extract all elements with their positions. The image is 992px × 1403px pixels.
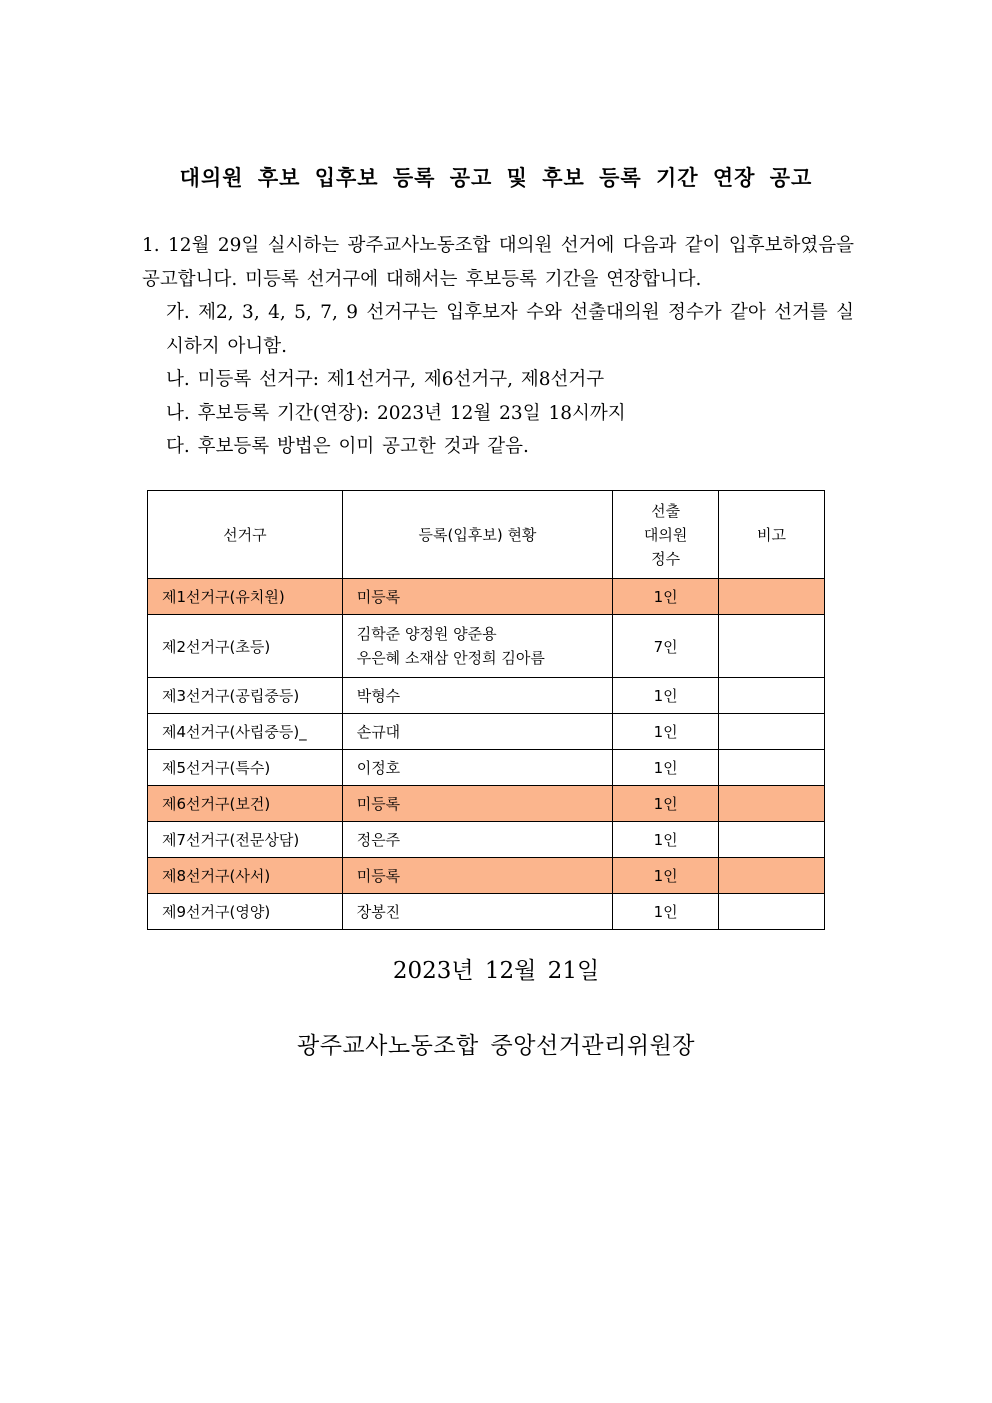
district-cell: 제9선거구(영양)	[148, 894, 343, 930]
seats-cell: 1인	[613, 579, 719, 615]
status-cell: 미등록	[342, 858, 613, 894]
status-cell: 미등록	[342, 786, 613, 822]
district-cell: 제3선거구(공립중등)	[148, 678, 343, 714]
table-row	[148, 858, 825, 894]
notice-sub-na-period: 나. 후보등록 기간(연장): 2023년 12월 23일 18시까지	[166, 402, 626, 424]
status-cell	[342, 615, 613, 678]
header-note: 비고	[719, 491, 825, 579]
notice-sub-da: 다. 후보등록 방법은 이미 공고한 것과 같음.	[166, 436, 529, 457]
notice-item-1: 1. 12월 29일 실시하는 광주교사노동조합 대의원 선거에 다음과 같이 입후보하였음을 공고합니다. 미등록 선거구에 대해서는 후보등록 기간을 연장합니다.	[142, 235, 854, 290]
note-cell	[719, 858, 825, 894]
status-cell: 이정호	[342, 750, 613, 786]
table-row	[148, 579, 825, 615]
note-cell	[719, 894, 825, 930]
table-row	[148, 894, 825, 930]
note-cell	[719, 786, 825, 822]
status-cell: 손규대	[342, 714, 613, 750]
table-row	[148, 678, 825, 714]
seats-cell: 7인	[613, 615, 719, 678]
status-cell: 정은주	[342, 822, 613, 858]
status-cell: 장봉진	[342, 894, 613, 930]
header-status: 등록(입후보) 현황	[342, 491, 613, 579]
table-header-row	[148, 491, 825, 579]
status-line-2: 우은혜 소재삼 안정희 김아름	[356, 649, 545, 667]
notice-body	[142, 229, 854, 464]
table-row	[148, 822, 825, 858]
status-cell: 박형수	[342, 678, 613, 714]
header-seats-line3: 정수	[651, 549, 681, 568]
notice-date: 2023년 12월 21일	[392, 958, 600, 984]
note-cell	[719, 714, 825, 750]
district-cell: 제1선거구(유치원)	[148, 579, 343, 615]
header-district: 선거구	[148, 491, 343, 579]
district-cell: 제8선거구(사서)	[148, 858, 343, 894]
notice-sub-na-unregistered: 나. 미등록 선거구: 제1선거구, 제6선거구, 제8선거구	[166, 369, 605, 390]
seats-cell: 1인	[613, 714, 719, 750]
note-cell	[719, 579, 825, 615]
registration-status-table	[147, 490, 825, 930]
district-cell: 제4선거구(사립중등)_	[148, 714, 343, 750]
seats-cell: 1인	[613, 894, 719, 930]
table-row	[148, 786, 825, 822]
header-seats-line1: 선출	[651, 501, 681, 520]
notice-sub-ga: 가. 제2, 3, 4, 5, 7, 9 선거구는 입후보자 수와 선출대의원 정수가 같아 선거를 실시하지 아니함.	[166, 302, 854, 357]
header-seats-line2: 대의원	[643, 525, 688, 544]
table-row	[148, 615, 825, 678]
note-cell	[719, 750, 825, 786]
district-cell: 제5선거구(특수)	[148, 750, 343, 786]
notice-signer: 광주교사노동조합 중앙선거관리위원장	[296, 1033, 696, 1059]
status-line-1: 김학준 양정원 양준용	[356, 625, 497, 643]
district-cell: 제2선거구(초등)	[148, 615, 343, 678]
notice-title: 대의원 후보 입후보 등록 공고 및 후보 등록 기간 연장 공고	[179, 166, 813, 190]
status-cell: 미등록	[342, 579, 613, 615]
note-cell	[719, 678, 825, 714]
note-cell	[719, 615, 825, 678]
seats-cell: 1인	[613, 786, 719, 822]
district-cell: 제6선거구(보건)	[148, 786, 343, 822]
seats-cell: 1인	[613, 678, 719, 714]
district-cell: 제7선거구(전문상담)	[148, 822, 343, 858]
table-row	[148, 750, 825, 786]
header-seats	[613, 491, 719, 579]
table-row	[148, 714, 825, 750]
note-cell	[719, 822, 825, 858]
seats-cell: 1인	[613, 858, 719, 894]
seats-cell: 1인	[613, 750, 719, 786]
seats-cell: 1인	[613, 822, 719, 858]
